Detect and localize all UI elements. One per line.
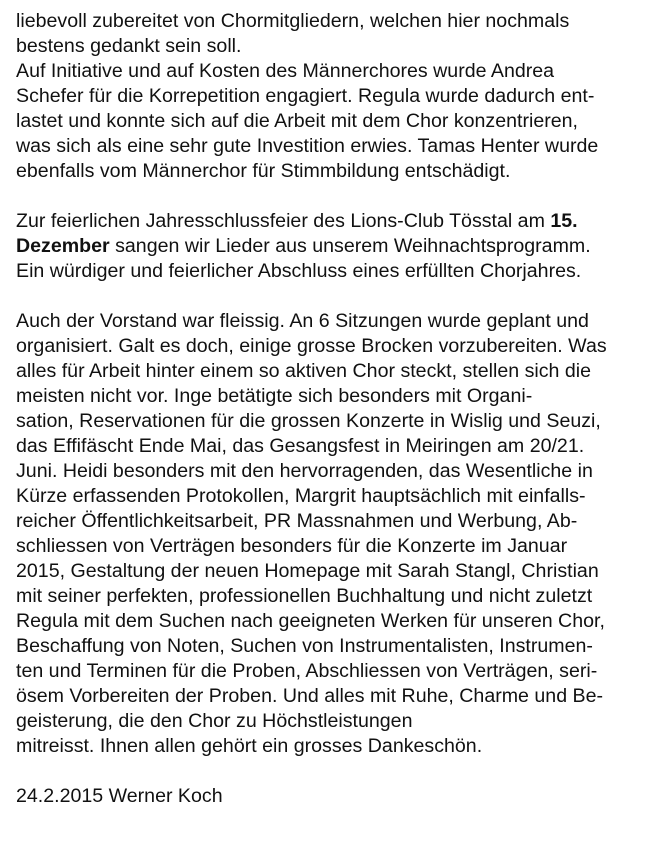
text-line bbox=[16, 209, 640, 234]
text-line: Ein würdiger und feierlicher Abschluss eines erfüllten Chorjahres. bbox=[16, 260, 582, 282]
month-bold: Dezember bbox=[16, 235, 110, 257]
text-line: schliessen von Verträgen besonders für die Konzerte im Januar bbox=[16, 535, 568, 557]
text-line bbox=[16, 234, 640, 259]
text-line: mitreisst. Ihnen allen gehört ein grosses Dankeschön. bbox=[16, 735, 483, 757]
paragraph-1 bbox=[16, 9, 640, 184]
text-line: das Effifäscht Ende Mai, das Gesangsfest in Meiringen am 20/21. bbox=[16, 435, 585, 457]
text-line: Auf Initiative und auf Kosten des Männerchores wurde Andrea bbox=[16, 60, 555, 82]
date-bold: 15. bbox=[550, 210, 578, 232]
text-line: ösem Vorbereiten der Proben. Und alles mit Ruhe, Charme und Be- bbox=[16, 685, 604, 707]
text-line: ten und Terminen für die Proben, Abschliessen von Verträgen, seri- bbox=[16, 660, 598, 682]
text-line: mit seiner perfekten, professionellen Buchhaltung und nicht zuletzt bbox=[16, 585, 593, 607]
paragraph-2 bbox=[16, 209, 640, 284]
text-line: alles für Arbeit hinter einem so aktiven Chor steckt, stellen sich die bbox=[16, 360, 592, 382]
text-line: ebenfalls vom Männerchor für Stimmbildung entschädigt. bbox=[16, 160, 511, 182]
text-line: lastet und konnte sich auf die Arbeit mit dem Chor konzentrieren, bbox=[16, 110, 578, 132]
text-line: meisten nicht vor. Inge betätigte sich besonders mit Organi- bbox=[16, 385, 533, 407]
text-line: was sich als eine sehr gute Investition erwies. Tamas Henter wurde bbox=[16, 135, 599, 157]
line-text: sangen wir Lieder aus unserem Weihnachtsprogramm. bbox=[109, 235, 591, 257]
text-line: 2015, Gestaltung der neuen Homepage mit Sarah Stangl, Christian bbox=[16, 560, 599, 582]
text-line: Juni. Heidi besonders mit den hervorragenden, das Wesentliche in bbox=[16, 460, 593, 482]
text-line: geisterung, die den Chor zu Höchstleistungen bbox=[16, 710, 413, 732]
paragraph-gap bbox=[16, 184, 640, 209]
line-text: Zur feierlichen Jahresschlussfeier des Lions-Club Tösstal am bbox=[16, 210, 551, 232]
paragraph-gap bbox=[16, 759, 640, 784]
text-line: Beschaffung von Noten, Suchen von Instrumentalisten, Instrumen- bbox=[16, 635, 593, 657]
text-line: reicher Öffentlichkeitsarbeit, PR Massnahmen und Werbung, Ab- bbox=[16, 510, 578, 532]
signature-line: 24.2.2015 Werner Koch bbox=[16, 785, 223, 807]
text-line: sation, Reservationen für die grossen Konzerte in Wislig und Seuzi, bbox=[16, 410, 601, 432]
text-line: Schefer für die Korrepetition engagiert. Regula wurde dadurch ent- bbox=[16, 85, 595, 107]
text-line: liebevoll zubereitet von Chormitgliedern, welchen hier nochmals bbox=[16, 10, 570, 32]
text-line: Regula mit dem Suchen nach geeigneten Werken für unseren Chor, bbox=[16, 610, 605, 632]
text-line: Kürze erfassenden Protokollen, Margrit hauptsächlich mit einfalls- bbox=[16, 485, 586, 507]
paragraph-gap bbox=[16, 284, 640, 309]
document-page bbox=[16, 9, 640, 809]
text-line: organisiert. Galt es doch, einige grosse Brocken vorzubereiten. Was bbox=[16, 335, 607, 357]
text-line: Auch der Vorstand war fleissig. An 6 Sitzungen wurde geplant und bbox=[16, 310, 589, 332]
text-line: bestens gedankt sein soll. bbox=[16, 35, 242, 57]
paragraph-3 bbox=[16, 309, 640, 759]
